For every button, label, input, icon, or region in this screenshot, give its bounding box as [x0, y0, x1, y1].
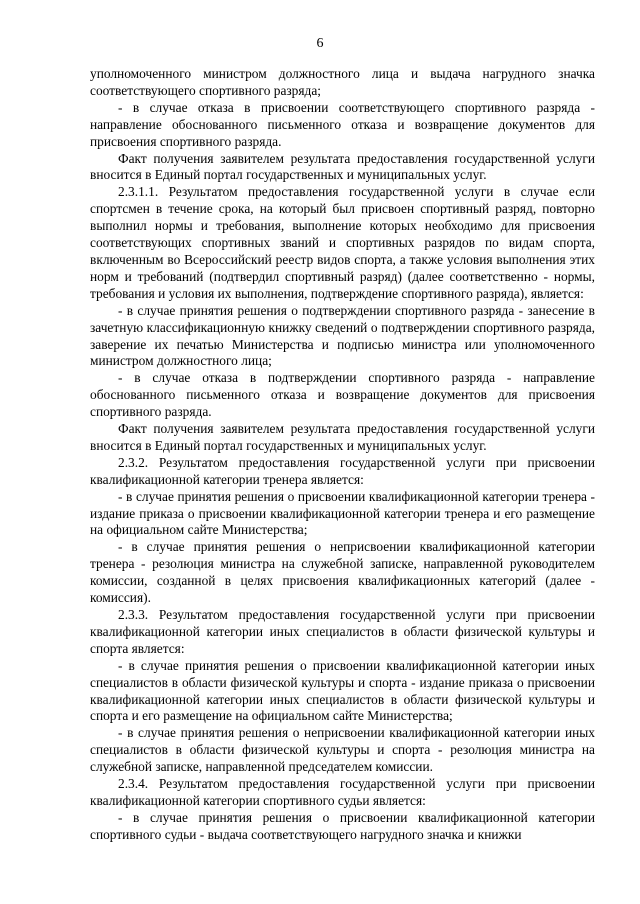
paragraph: Факт получения заявителем результата предоставления государственной услуги вносится в Единый портал государственных и муниципальных услуг.	[90, 150, 595, 183]
paragraph: Факт получения заявителем результата предоставления государственной услуги вносится в Единый портал государственных и муниципальных услуг.	[90, 421, 595, 453]
paragraph: - в случае отказа в подтверждении спортивного разряда - направление обоснованного письменного отказа и возвращение документов для присвоения спортивного разряда.	[90, 370, 595, 420]
paragraph: 2.3.1.1. Результатом предоставления государственной услуги в случае если спортсмен в течение срока, на который был присвоен спортивный разряд, повторно выполнил нормы и требования, выполнение которых необходимо для присвоения соответствующих спортивных званий и спортивных разрядов по видам спорта, включенным во Всероссийский реестр видов спорта, а также условия выполнения этих норм и требований (подтвердил спортивный разряд) (далее соответственно - нормы, требования и условия их выполнения, подтверждение спортивного разряда), является:	[90, 184, 595, 301]
paragraph: - в случае принятия решения о неприсвоении квалификационной категории тренера - резолюция министра на служебной записке, направленной руководителем комиссии, созданной в целях присвоения квалификационных категорий (далее - комиссия).	[90, 539, 595, 606]
paragraph: - в случае принятия решения о присвоении квалификационной категории тренера - издание приказа о присвоении квалификационной категории тренера и его размещение на официальном сайте Министерства;	[90, 488, 595, 538]
paragraph: 2.3.3. Результатом предоставления государственной услуги при присвоении квалификационной категории иных специалистов в области физической культуры и спорта является:	[90, 607, 595, 656]
paragraph: - в случае принятия решения о присвоении квалификационной категории спортивного судьи - выдача соответствующего нагрудного значка и книжки	[90, 809, 595, 842]
paragraph: - в случае принятия решения о присвоении квалификационной категории иных специалистов в области физической культуры и спорта - издание приказа о присвоении квалификационной категории иных специалистов в области физической культуры и спорта и его размещение на официальном сайте Министерства;	[90, 657, 595, 724]
paragraph: уполномоченного министром должностного лица и выдача нагрудного значка соответствующего спортивного разряда;	[90, 66, 595, 98]
document-body	[90, 66, 595, 844]
paragraph: 2.3.2. Результатом предоставления государственной услуги при присвоении квалификационной категории тренера является:	[90, 454, 595, 487]
paragraph: - в случае отказа в присвоении соответствующего спортивного разряда - направление обоснованного письменного отказа и возвращение документов для присвоения спортивного разряда.	[90, 99, 595, 149]
page-number: 6	[316, 36, 324, 51]
paragraph: - в случае принятия решения о неприсвоении квалификационной категории иных специалистов в области физической культуры и спорта - резолюция министра на служебной записке, направленной председателем комиссии.	[90, 725, 595, 775]
paragraph: - в случае принятия решения о подтверждении спортивного разряда - занесение в зачетную классификационную книжку сведений о подтверждении спортивного разряда, заверение их печатью Министерства и подписью министра или уполномоченного министром должностного лица;	[90, 302, 595, 369]
paragraph: 2.3.4. Результатом предоставления государственной услуги при присвоении квалификационной категории спортивного судьи является:	[90, 776, 595, 808]
